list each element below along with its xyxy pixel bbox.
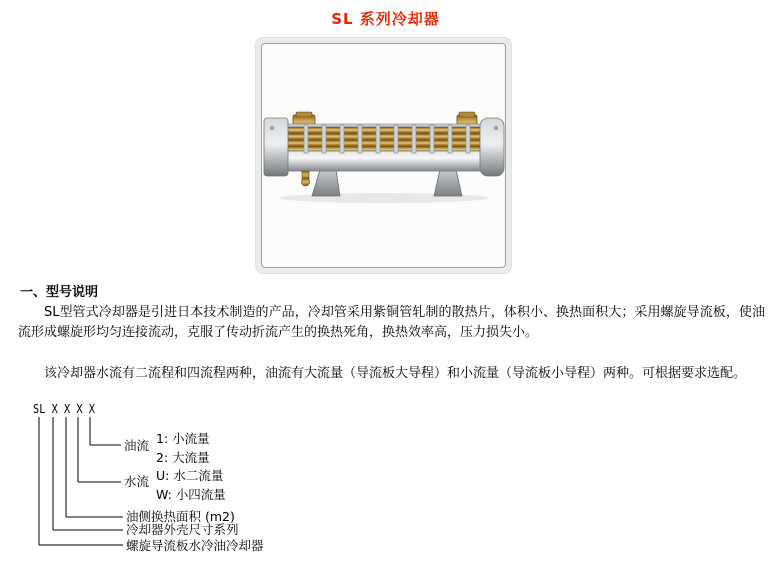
drain-fitting xyxy=(302,171,310,186)
branch-option-oil-small: 1: 小流量 xyxy=(156,431,210,446)
product-image xyxy=(261,43,506,268)
cooler-shell xyxy=(286,124,482,171)
product-image-frame xyxy=(255,37,512,274)
branch-label-heat-area: 油侧换热面积 (m2) xyxy=(126,509,235,524)
connector-lines xyxy=(39,417,123,545)
model-code-diagram xyxy=(30,400,290,560)
branch-label-series-name: 螺旋导流板水冷油冷却器 xyxy=(126,538,264,553)
intro-paragraph: SL型管式冷却器是引进日本技术制造的产品，冷却管采用紫铜管轧制的散热片，体积小、换热面积大；采用螺旋导流板，使油流形成螺旋形均匀连接流动，克服了传动折流产生的换热死角，换热效率高，压力损失小。 xyxy=(18,305,765,340)
cooler-illustration xyxy=(262,44,506,268)
section-heading: 一、型号说明 xyxy=(20,285,99,300)
selection-paragraph: 该冷却器水流有二流程和四流程两种，油流有大流量（导流板大导程）和小流量（导流板小导程）两种。可根据要求选配。 xyxy=(44,366,747,381)
branch-option-oil-large: 2: 大流量 xyxy=(156,450,210,465)
branch-label-shell-size: 冷却器外壳尺寸系列 xyxy=(126,522,239,537)
branch-option-water-two-pass: U: 水二流量 xyxy=(156,468,224,483)
branch-label-oil-flow: 油流 xyxy=(124,438,150,453)
branch-option-water-four-pass: W: 小四流量 xyxy=(156,487,226,502)
branch-labels xyxy=(124,431,264,553)
branch-label-water-flow: 水流 xyxy=(124,474,150,489)
model-code-text: SL X X X X xyxy=(33,402,96,416)
page-title: SL 系列冷却器 xyxy=(331,10,440,28)
